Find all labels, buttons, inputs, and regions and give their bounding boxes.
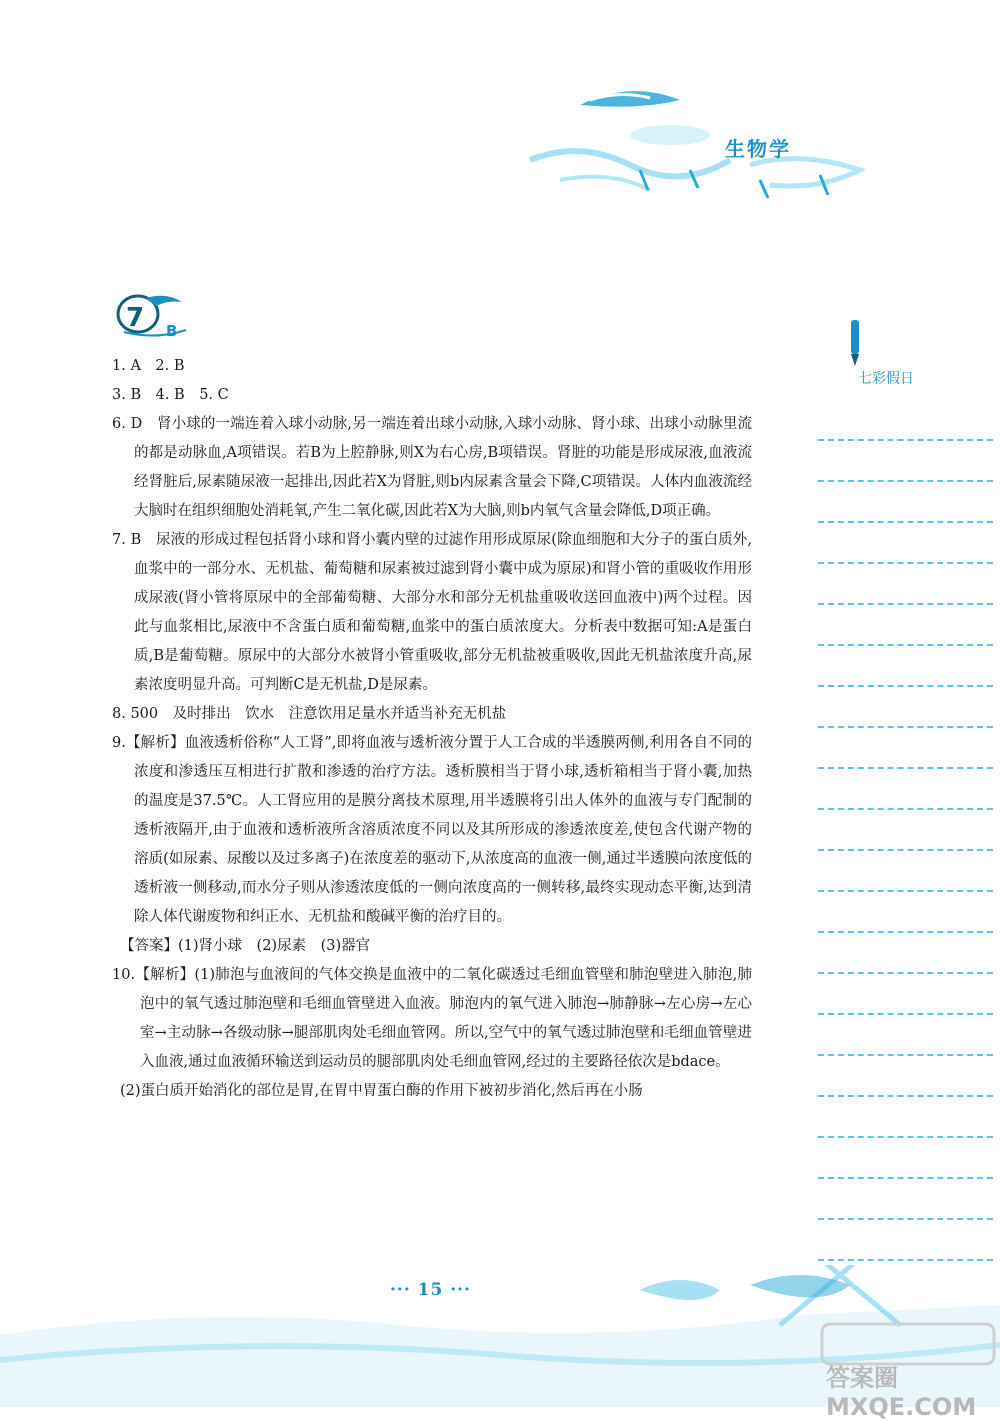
answer-item: 1. A 2. B <box>112 358 185 374</box>
answer-item: 9.【解析】血液透析俗称“人工肾”,即将血液与透析液分置于人工合成的半透膜两侧,利用各自不同的浓度和渗透压互相进行扩散和渗透的治疗方法。透析膜相当于肾小球,透析箱相当于肾小囊,加热的温度是37.5℃。人工肾应用的是膜分离技术原理,用半透膜将引出人体外的血液与专门配制的透析液隔开,由于血液和透析液所含溶质浓度不同以及其所形成的渗透浓度差,使包含代谢产物的溶质(如尿素、尿酸以及过多离子)在浓度差的驱动下,从浓度高的血液一侧,通过半透膜向浓度低的透析液一侧移动,而水分子则从渗透浓度低的一侧向浓度高的一侧转移,最终实现动态平衡,达到清除人体代谢废物和纠正水、无机盐和酸碱平衡的治疗目的。 <box>112 735 752 925</box>
note-line <box>818 892 993 933</box>
note-line <box>818 646 993 687</box>
answer-item: 7. B 尿液的形成过程包括肾小球和肾小囊内壁的过滤作用形成原尿(除血细胞和大分子的蛋白质外,血浆中的一部分水、无机盐、葡萄糖和尿素被过滤到肾小囊中成为原尿)和肾小管的重吸收作用形成尿液(肾小管将原尿中的全部葡萄糖、大部分水和部分无机盐重吸收送回血液中)两个过程。因此与血浆相比,尿液中不含蛋白质和葡萄糖,血浆中的蛋白质浓度大。分析表中数据可知:A是蛋白质,B是葡萄糖。原尿中的大部分水被肾小管重吸收,部分无机盐被重吸收,因此无机盐浓度升高,尿素浓度明显升高。可判断C是无机盐,D是尿素。 <box>112 532 752 693</box>
note-line <box>818 810 993 851</box>
note-line <box>818 933 993 974</box>
answer-content <box>112 352 752 1106</box>
header-decoration <box>520 70 900 220</box>
note-lines <box>818 400 993 1261</box>
note-line <box>818 1179 993 1220</box>
note-line <box>818 523 993 564</box>
answer-item: 6. D 肾小球的一端连着入球小动脉,另一端连着出球小动脉,入球小动脉、肾小球、出球小动脉里流的都是动脉血,A项错误。若B为上腔静脉,则X为右心房,B项错误。肾脏的功能是形成尿液,血液流经肾脏后,尿素随尿液一起排出,因此若X为肾脏,则b内尿素含量会下降,C项错误。人体内血液流经大脑时在组织细胞处消耗氧,产生二氧化碳,因此若X为大脑,则b内氧气含量会降低,D项正确。 <box>112 416 752 519</box>
watermark-text: 答案圈 MXQE.COM <box>826 1364 977 1421</box>
section-number: 7 <box>126 303 145 333</box>
answer-item: (2)蛋白质开始消化的部位是胃,在胃中胃蛋白酶的作用下被初步消化,然后再在小肠 <box>120 1083 643 1099</box>
note-line <box>818 974 993 1015</box>
note-line <box>818 1138 993 1179</box>
answer-key: 【答案】(1)肾小球 (2)尿素 (3)器官 <box>120 938 371 954</box>
answer-item: 8. 500 及时排出 饮水 注意饮用足量水并适当补充无机盐 <box>112 706 507 722</box>
note-line <box>818 482 993 523</box>
note-line <box>818 728 993 769</box>
note-line <box>818 687 993 728</box>
note-line <box>818 1056 993 1097</box>
answer-item: 10.【解析】(1)肺泡与血液间的气体交换是血液中的二氧化碳透过毛细血管壁和肺泡壁进入肺泡,肺泡中的氧气透过肺泡壁和毛细血管壁进入血液。肺泡内的氧气进入肺泡→肺静脉→左心房→左心室→主动脉→各级动脉→腿部肌肉处毛细血管网。所以,空气中的氧气透过肺泡壁和毛细血管壁进入血液,通过血液循环输送到运动员的腿部肌肉处毛细血管网,经过的主要路径依次是bdace。 <box>112 967 752 1070</box>
note-line <box>818 441 993 482</box>
section-letter: B <box>166 322 178 340</box>
note-line <box>818 851 993 892</box>
note-line <box>818 605 993 646</box>
pen-icon <box>845 318 865 368</box>
sidebar-label: 七彩假日 <box>858 371 914 387</box>
note-line <box>818 769 993 810</box>
note-line <box>818 1220 993 1261</box>
page-number: ··· 15 ··· <box>390 1280 472 1300</box>
header-title: 生物学 <box>725 137 791 161</box>
note-line <box>818 564 993 605</box>
note-line <box>818 1097 993 1138</box>
note-line <box>818 1015 993 1056</box>
note-line <box>818 400 993 441</box>
answer-item: 3. B 4. B 5. C <box>112 387 229 403</box>
